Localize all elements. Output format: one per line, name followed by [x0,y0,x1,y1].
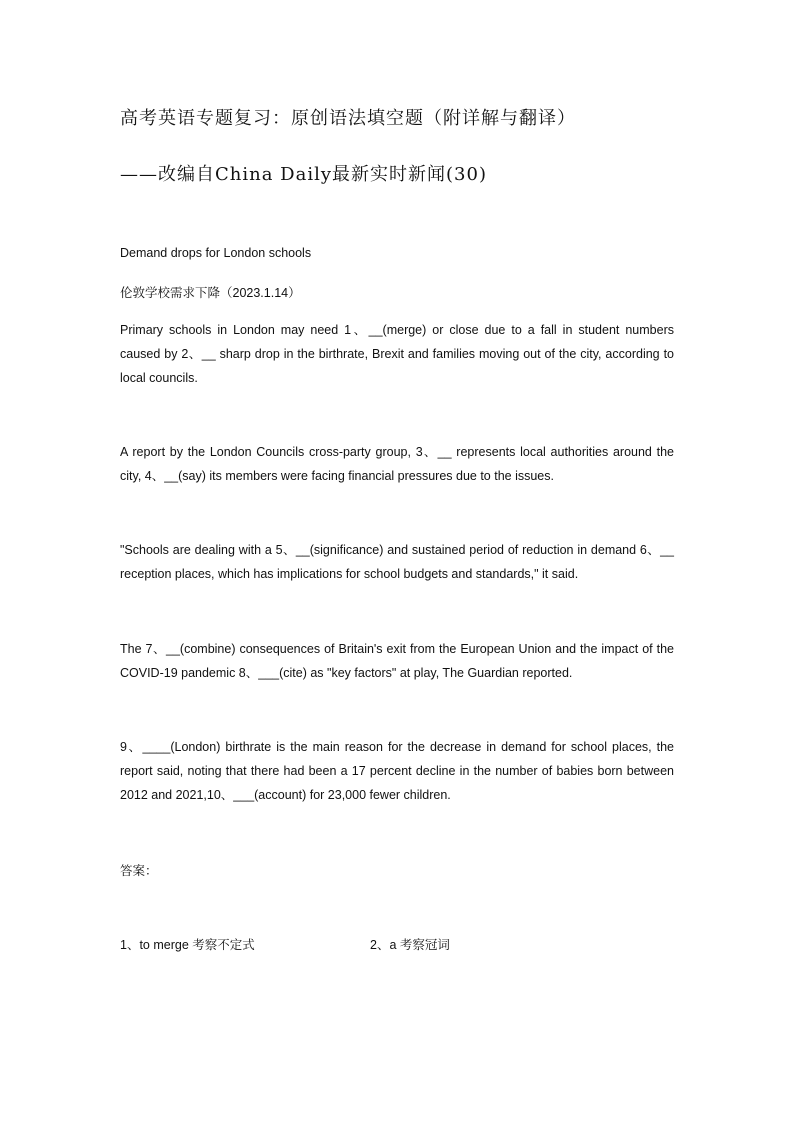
answers-row [120,935,680,955]
article-title: Demand drops for London schools [120,246,312,260]
paragraph-5: 9、____(London) birthrate is the main reason for the decrease in demand for school places, the report said, noting that there had been a 17 percent decline in the number of babies born between 2012 and 2021,10、___(account) for 23,000 fewer children. [120,740,674,802]
paragraph-2: A report by the London Councils cross-party group, 3、__ represents local authorities around the city, 4、__(say) its members were facing financial pressures due to the issues. [120,445,674,483]
document-title-line-1: 高考英语专题复习：原创语法填空题（附详解与翻译） [120,108,576,129]
paragraph-1: Primary schools in London may need 1、__(merge) or close due to a fall in student numbers caused by 2、__ sharp drop in the birthrate, Brexit and families moving out of the city, according to local councils. [120,323,674,385]
document-title-line-2: ——改编自China Daily最新实时新闻(30) [120,164,487,185]
answers-label: 答案： [120,864,158,878]
paragraph-4: The 7、__(combine) consequences of Britain's exit from the European Union and the impact of the COVID-19 pandemic 8、___(cite) as "key factors" at play, The Guardian reported. [120,642,674,680]
article-subtitle: 伦敦学校需求下降（2023.1.14） [120,286,301,300]
answer-2: 2、a 考察冠词 [370,938,450,952]
paragraph-3: "Schools are dealing with a 5、__(significance) and sustained period of reduction in demand 6、__ reception places, which has implications for school budgets and standards," it said. [120,543,674,581]
answer-1: 1、to merge 考察不定式 [120,938,255,952]
